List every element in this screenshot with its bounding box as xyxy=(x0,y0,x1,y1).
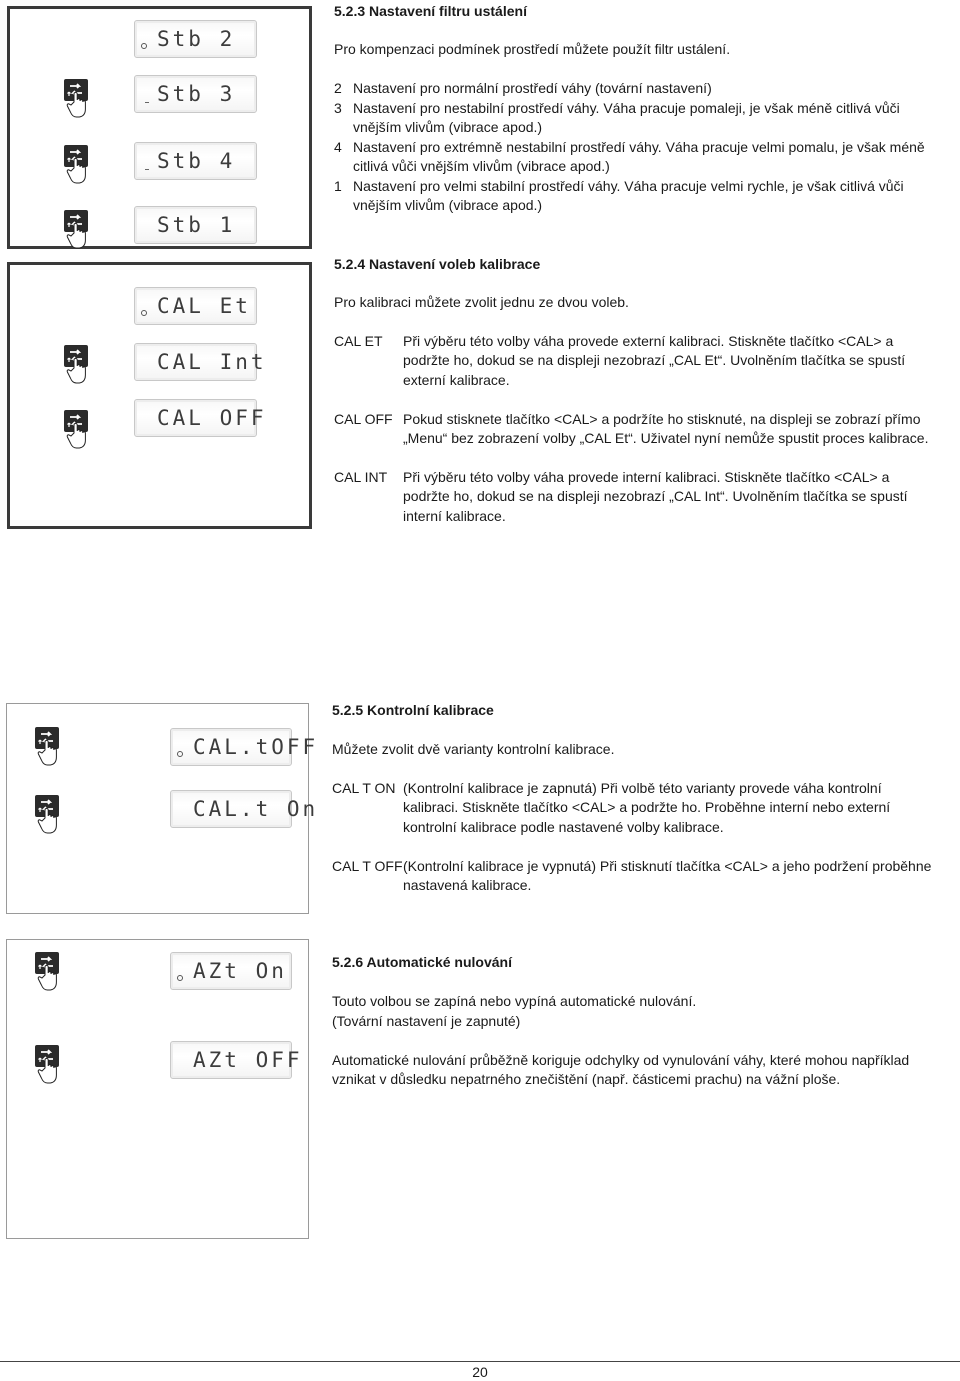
cal-key-press-icon xyxy=(34,794,60,836)
section-heading-5-2-5: 5.2.5 Kontrolní kalibrace xyxy=(332,702,494,718)
section-intro: Pro kompenzaci podmínek prostředí můžete použít filtr ustálení. xyxy=(334,41,731,57)
lcd-indicator-dot xyxy=(141,310,147,316)
lcd-display-azt-off: AZt OFF xyxy=(170,1041,292,1079)
lcd-display-cal-et: CAL Et xyxy=(134,287,257,325)
page-number: 20 xyxy=(472,1364,488,1380)
option-term: CAL ET xyxy=(334,333,383,349)
cal-key-press-icon xyxy=(63,144,89,186)
stb-illustration-panel xyxy=(7,6,312,249)
option-term: CAL INT xyxy=(334,469,388,485)
cal-key-press-icon xyxy=(63,209,89,251)
lcd-indicator-dash xyxy=(145,169,149,170)
option-term: CAL T ON xyxy=(332,780,396,796)
paragraph: Automatické nulování průběžně koriguje odchylky od vynulování váhy, které mohou například xyxy=(332,1052,910,1068)
cal-options-illustration-panel xyxy=(7,262,312,529)
paragraph: vznikat v důsledku nepatrného znečištění (např. částicemi prachu) na vážní ploše. xyxy=(332,1071,841,1087)
cal-key-press-icon xyxy=(34,1044,60,1086)
lcd-indicator-dash xyxy=(145,102,149,103)
option-description: Při výběru této volby váha provede externí kalibraci. Stiskněte tlačítko <CAL> a xyxy=(403,333,894,349)
section-heading-5-2-4: 5.2.4 Nastavení voleb kalibrace xyxy=(334,256,541,272)
auto-zero-illustration-panel xyxy=(6,939,309,1239)
option-description: Pokud stisknete tlačítko <CAL> a podržíte ho stisknuté, na displeji se zobrazí přímo xyxy=(403,411,921,427)
cal-key-press-icon xyxy=(63,78,89,120)
lcd-display-stb1: Stb 1 xyxy=(134,206,257,244)
cal-key-press-icon xyxy=(63,344,89,386)
paragraph: Touto volbou se zapíná nebo vypíná automatické nulování. xyxy=(332,993,697,1009)
section-heading-5-2-3: 5.2.3 Nastavení filtru ustálení xyxy=(334,3,527,19)
lcd-display-stb4: Stb 4 xyxy=(134,142,257,180)
footer-rule xyxy=(0,1361,960,1362)
lcd-display-cal-t-on: CAL.t On xyxy=(170,790,292,828)
option-description: (Kontrolní kalibrace je zapnutá) Při volbě této varianty provede váha kontrolní xyxy=(403,780,882,796)
check-cal-illustration-panel xyxy=(6,703,319,914)
option-term: CAL OFF xyxy=(334,411,393,427)
lcd-display-stb3: Stb 3 xyxy=(134,75,257,113)
section-heading-5-2-6: 5.2.6 Automatické nulování xyxy=(332,954,512,970)
section-intro: Pro kalibraci můžete zvolit jednu ze dvou voleb. xyxy=(334,294,629,310)
lcd-display-cal-t-off: CAL.tOFF xyxy=(170,728,292,766)
lcd-indicator-dot xyxy=(177,975,183,981)
lcd-indicator-dot xyxy=(177,751,183,757)
lcd-display-cal-int: CAL Int xyxy=(134,343,257,381)
cal-key-press-icon xyxy=(34,951,60,993)
lcd-indicator-dot xyxy=(141,43,147,49)
lcd-display-cal-off: CAL OFF xyxy=(134,399,257,437)
lcd-display-azt-on: AZt On xyxy=(170,952,292,990)
option-description: (Kontrolní kalibrace je vypnutá) Při stisknutí tlačítka <CAL> a jeho podržení proběhne xyxy=(403,858,932,874)
cal-key-press-icon xyxy=(63,409,89,451)
section-intro: Můžete zvolit dvě varianty kontrolní kalibrace. xyxy=(332,741,615,757)
cal-key-press-icon xyxy=(34,726,60,768)
paragraph: (Tovární nastavení je zapnuté) xyxy=(332,1013,521,1029)
option-description: Při výběru této volby váha provede interní kalibraci. Stiskněte tlačítko <CAL> a xyxy=(403,469,890,485)
lcd-display-stb2: Stb 2 xyxy=(134,20,257,58)
option-term: CAL T OFF xyxy=(332,858,403,874)
